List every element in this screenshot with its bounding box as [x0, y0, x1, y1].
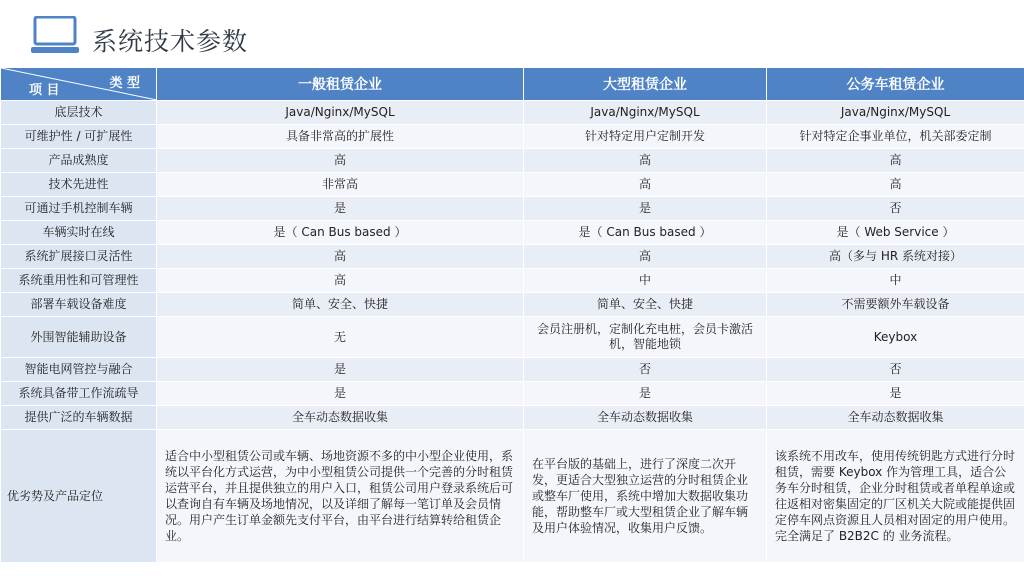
table-cell: 否 — [767, 197, 1024, 221]
row-label: 系统扩展接口灵活性 — [1, 245, 157, 269]
table-cell: 不需要额外车载设备 — [767, 293, 1024, 317]
table-cell: 是 — [524, 197, 767, 221]
table-row — [1, 317, 1024, 358]
table-cell: 简单、安全、快捷 — [157, 293, 524, 317]
table-cell: 全车动态数据收集 — [157, 406, 524, 430]
table-row — [1, 149, 1024, 173]
row-label: 车辆实时在线 — [1, 221, 157, 245]
table-cell: 高 — [524, 149, 767, 173]
table-cell: 否 — [524, 358, 767, 382]
table-cell: 高 — [524, 173, 767, 197]
description-cell: 该系统不用改车，使用传统钥匙方式进行分时租赁，需要 Keybox 作为管理工具，适合公务车分时租赁，企业分时租赁或者单程单途或往返相对密集固定的厂区机关大院或能提供固定停车网点资源且人员相对固定的用户使用。完全满足了 B2B2C 的 业务流程。 — [767, 430, 1024, 563]
row-label: 外围智能辅助设备 — [1, 317, 157, 358]
table-cell: 高 — [157, 269, 524, 293]
row-label: 可通过手机控制车辆 — [1, 197, 157, 221]
table-cell: 是（ Web Service ） — [767, 221, 1024, 245]
table-row — [1, 269, 1024, 293]
table-cell: 是 — [157, 197, 524, 221]
row-label: 系统重用性和可管理性 — [1, 269, 157, 293]
row-label: 提供广泛的车辆数据 — [1, 406, 157, 430]
table-cell: 高 — [767, 173, 1024, 197]
table-row — [1, 245, 1024, 269]
table-cell: 具备非常高的扩展性 — [157, 125, 524, 149]
table-cell: 是 — [157, 382, 524, 406]
row-label: 产品成熟度 — [1, 149, 157, 173]
table-cell: 会员注册机，定制化充电桩，会员卡激活机，智能地锁 — [524, 317, 767, 358]
row-label: 部署车载设备难度 — [1, 293, 157, 317]
column-header: 大型租赁企业 — [524, 68, 767, 101]
table-cell: 中 — [767, 269, 1024, 293]
row-label: 系统具备带工作流疏导 — [1, 382, 157, 406]
table-cell: 是 — [157, 358, 524, 382]
laptop-icon — [30, 16, 80, 56]
table-cell: 针对特定企事业单位，机关部委定制 — [767, 125, 1024, 149]
row-label: 智能电网管控与融合 — [1, 358, 157, 382]
column-header: 公务车租赁企业 — [767, 68, 1024, 101]
table-row — [1, 101, 1024, 125]
table-row — [1, 293, 1024, 317]
column-header: 一般租赁企业 — [157, 68, 524, 101]
description-cell: 在平台版的基础上，进行了深度二次开发，更适合大型独立运营的分时租赁企业或整车厂使用，系统中增加大数据收集功能，帮助整车厂或大型租赁企业了解车辆及用户体验情况，收集用户反馈。 — [524, 430, 767, 563]
table-cell: 是 — [767, 382, 1024, 406]
table-row — [1, 125, 1024, 149]
table-row — [1, 382, 1024, 406]
parameters-table — [0, 67, 1024, 563]
table-cell: 简单、安全、快捷 — [524, 293, 767, 317]
table-cell: 是（ Can Bus based ） — [524, 221, 767, 245]
page-title: 系统技术参数 — [92, 27, 249, 56]
table-row — [1, 197, 1024, 221]
table-cell: 高 — [157, 245, 524, 269]
corner-header — [1, 68, 157, 101]
table-cell: 非常高 — [157, 173, 524, 197]
corner-item-label: 项 目 — [29, 83, 60, 98]
table-cell: 全车动态数据收集 — [767, 406, 1024, 430]
table-row — [1, 358, 1024, 382]
table-cell: 全车动态数据收集 — [524, 406, 767, 430]
table-cell: Java/Nginx/MySQL — [767, 101, 1024, 125]
table-row — [1, 221, 1024, 245]
table-cell: 无 — [157, 317, 524, 358]
table-cell: Keybox — [767, 317, 1024, 358]
table-cell: 是 — [524, 382, 767, 406]
description-row — [1, 430, 1024, 563]
table-cell: 高 — [767, 149, 1024, 173]
corner-type-label: 类 型 — [109, 76, 140, 91]
table-row — [1, 406, 1024, 430]
table-cell: 高（多与 HR 系统对接） — [767, 245, 1024, 269]
table-header-row — [1, 68, 1024, 101]
table-cell: 高 — [157, 149, 524, 173]
row-label: 优劣势及产品定位 — [1, 430, 157, 563]
table-cell: 高 — [524, 245, 767, 269]
table-cell: Java/Nginx/MySQL — [524, 101, 767, 125]
row-label: 技术先进性 — [1, 173, 157, 197]
description-cell: 适合中小型租赁公司或车辆、场地资源不多的中小型企业使用，系统以平台化方式运营，为中小型租赁公司提供一个完善的分时租赁运营平台，并且提供独立的用户入口，租赁公司用户登录系统后可以查询自有车辆及场地情况，以及详细了解每一笔订单及会员情况。用户产生订单金额先支付平台，由平台进行结算转给租赁企业。 — [157, 430, 524, 563]
row-label: 可维护性 / 可扩展性 — [1, 125, 157, 149]
table-cell: Java/Nginx/MySQL — [157, 101, 524, 125]
slide-header — [0, 0, 1024, 66]
table-cell: 中 — [524, 269, 767, 293]
table-cell: 否 — [767, 358, 1024, 382]
table-cell: 针对特定用户定制开发 — [524, 125, 767, 149]
table-cell: 是（ Can Bus based ） — [157, 221, 524, 245]
row-label: 底层技术 — [1, 101, 157, 125]
table-row — [1, 173, 1024, 197]
